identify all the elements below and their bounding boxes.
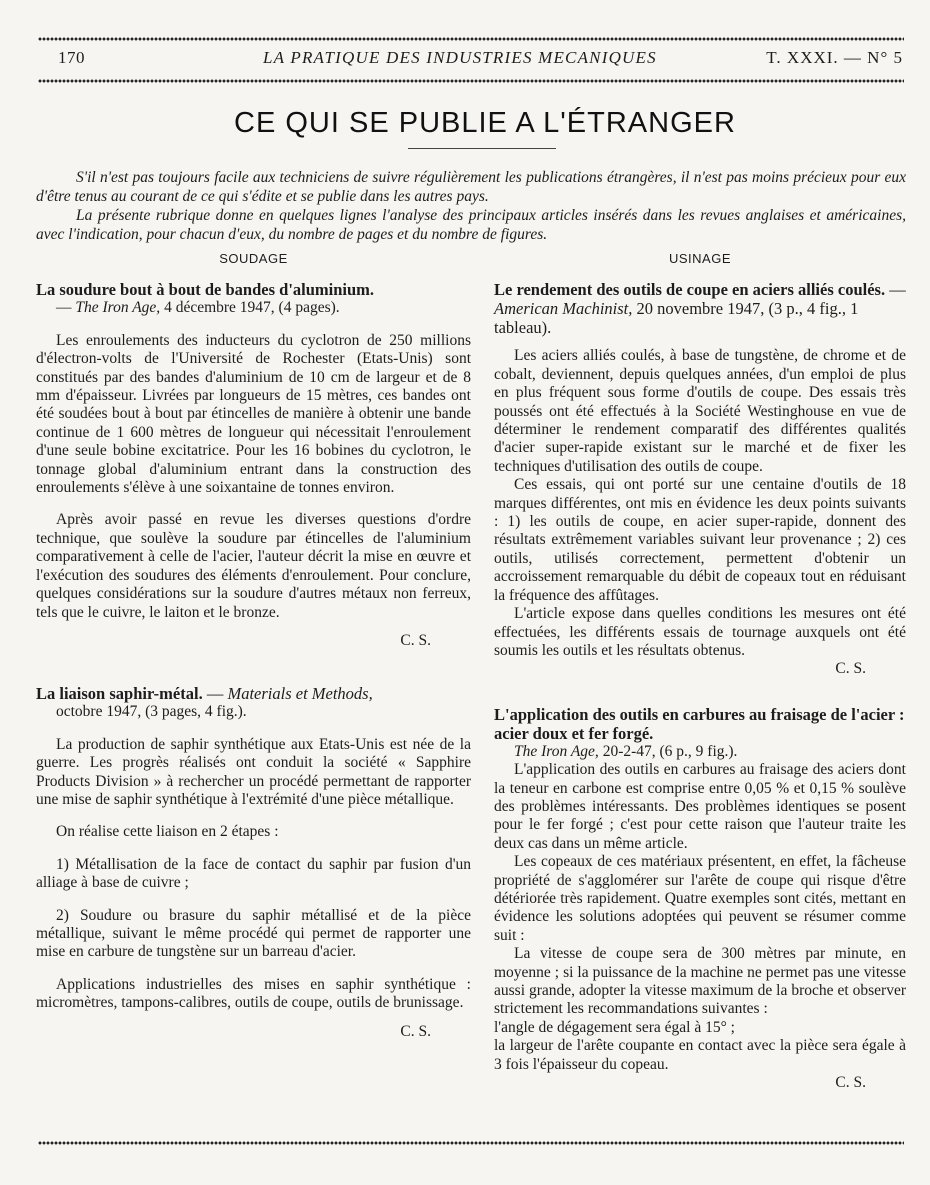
header-dotted-rule [38,78,904,84]
title-underline [408,148,556,149]
article [494,280,906,678]
section-heading-soudage: SOUDAGE [219,251,288,266]
section-heading-usinage: USINAGE [668,251,731,266]
article-paragraph: Les copeaux de ces matériaux présentent, en effet, la fâcheuse propriété de s'agglomérer sur l'arête de coupe qui risque d'être détériorée très rapidement. Quatre exemples sont cités, mettant en évidence les solutions adoptées qui peuvent se résumer comme suit : [494,853,906,944]
article-signature: C. S. [400,1022,431,1040]
top-dotted-rule [38,36,904,42]
intro-paragraph: S'il n'est pas toujours facile aux techniciens de suivre régulièrement les publications étrangères, il n'est pas moins précieux pour eux d'être tenus au courant de ce qui s'édite et se publie dans les autres pays. [36,169,906,205]
article-paragraph: l'angle de dégagement sera égal à 15° ; [494,1018,735,1036]
article-paragraph: Applications industrielles des mises en saphir synthétique : micromètres, tampons-calibres, outils de coupe, outils de brunissage. [36,975,471,1012]
page-number: 170 [58,48,85,67]
article-title: Le rendement des outils de coupe en aciers alliés coulés. — American Machinist, 20 novembre 1947, (3 p., 4 fig., 1 tableau). [494,280,906,338]
article-paragraph: la largeur de l'arête coupante en contact avec la pièce sera égale à 3 fois l'épaisseur du copeau. [494,1037,906,1073]
article [494,705,906,1093]
intro-paragraph: La présente rubrique donne en quelques lignes l'analyse des principaux articles insérés dans les revues anglaises et américaines, avec l'indication, pour chacun d'eux, du nombre de pages et du nombre de figures. [36,207,906,243]
article-title: L'application des outils en carbures au fraisage de l'acier : acier doux et fer forgé. [494,704,905,743]
page-header [58,46,903,72]
article-source: Materials et Methods, [227,684,373,704]
article-title: La liaison saphir-métal. — Materials et Methods, [36,684,373,704]
issue-number: T. XXXI. — N° 5 [766,48,903,67]
article-paragraph: Les enroulements des inducteurs du cyclotron de 250 millions d'électron-volts de l'Université de Rochester (Etats-Unis) sont constitués par des bandes d'aluminium de 10 cm de largeur et de 8 mm d'épaisseur. Livrées par longueurs de 15 mètres, ces bandes ont été soudées bout à bout par étincelles de manière à obtenir une bande continue de 1 600 mètres de longueur qui nécessitait l'enroulement d'une seule bobine excitatrice. Pour les 16 bobines du cyclotron, le tonnage global d'aluminium entrant dans la construction des enroulements s'élève à une soixantaine de tonnes environ. [36,331,471,497]
left-column [36,250,471,1041]
journal-title: LA PRATIQUE DES INDUSTRIES MECANIQUES [263,48,657,67]
article-paragraph: Ces essais, qui ont porté sur une centaine d'outils de 18 marques différentes, ont mis en évidence les deux points suivants : 1) les outils de coupe, en acier super-rapide, donnent des résultats extrêmement variables suivant leur provenance ; 2) ces outils, utilisés correctement, permettent d'obtenir un accroissement remarquable du débit de copeaux tout en réduisant la fréquence des affûtages. [494,476,906,604]
article-title: La soudure bout à bout de bandes d'aluminium. [36,280,375,300]
article-paragraph: 1) Métallisation de la face de contact du saphir par fusion d'un alliage à base de cuivre ; [36,855,471,892]
article-signature: C. S. [835,1074,866,1092]
right-column [494,250,906,1092]
article-source: The Iron Age, [75,299,161,317]
bottom-dotted-rule [38,1140,904,1146]
article-signature: C. S. [400,631,431,649]
article-paragraph: L'article expose dans quelles conditions les mesures ont été effectuées, les différents essais de tournage auxquels ont été soumis les outils et les résultats obtenus. [494,605,906,659]
article-reference: — The Iron Age, 4 décembre 1947, (4 pages). [56,299,340,317]
article-source: The Iron Age, [514,742,599,760]
article-reference: The Iron Age, 20-2-47, (6 p., 9 fig.). [514,742,738,760]
article-reference: octobre 1947, (3 pages, 4 fig.). [56,703,247,721]
article [36,684,471,1041]
article [36,280,471,650]
intro [36,168,906,244]
article-paragraph: Après avoir passé en revue les diverses questions d'ordre technique, que soulève la soudure par étincelles de l'aluminium comparativement à celle de l'acier, l'auteur décrit la mise en œuvre et l'exécution des soudures des éléments d'enroulement. Pour conclure, quelques considérations sur la soudure d'autres métaux non ferreux, tels que le cuivre, le laiton et le bronze. [36,511,471,621]
article-paragraph: 2) Soudure ou brasure du saphir métallisé et de la pièce métallique, suivant le même procédé qui permet de rapporter une mise en carbure de tungstène sur un barreau d'acier. [36,906,471,961]
page-title: CE QUI SE PUBLIE A L'ÉTRANGER [234,107,736,139]
article-paragraph: Les aciers alliés coulés, à base de tungstène, de chrome et de cobalt, deviennent, depuis quelques années, d'un emploi de plus en plus fréquent sous forme d'outils de coupe. Des essais très poussés ont été effectués à la Société Westinghouse en vue de déterminer le rendement comparatif des différentes qualités d'acier super-rapide existant sur le marché et de fixer les techniques d'utilisation des outils de coupe. [494,347,906,475]
article-paragraph: On réalise cette liaison en 2 étapes : [56,823,279,841]
article-paragraph: La vitesse de coupe sera de 300 mètres par minute, en moyenne ; si la puissance de la machine ne permet pas une vitesse aussi grande, adopter la vitesse maximum de la broche et observer strictement les recommandations suivantes : [494,945,906,1018]
article-paragraph: L'application des outils en carbures au fraisage des aciers dont la teneur en carbone est comprise entre 0,05 % et 0,15 % soulève des problèmes intéressants. Des problèmes identiques se posent pour le fer forgé ; c'est pour cette raison que l'auteur traite les deux cas dans un même article. [494,761,906,852]
article-signature: C. S. [835,660,866,678]
article-paragraph: La production de saphir synthétique aux Etats-Unis est née de la guerre. Les progrès réalisés ont conduit la société « Sapphire Products Division » à rechercher un procédé permettant de rapporter une mise de saphir synthétique à l'extrémité d'une pièce métallique. [36,735,471,808]
article-source: American Machinist, [494,299,633,319]
